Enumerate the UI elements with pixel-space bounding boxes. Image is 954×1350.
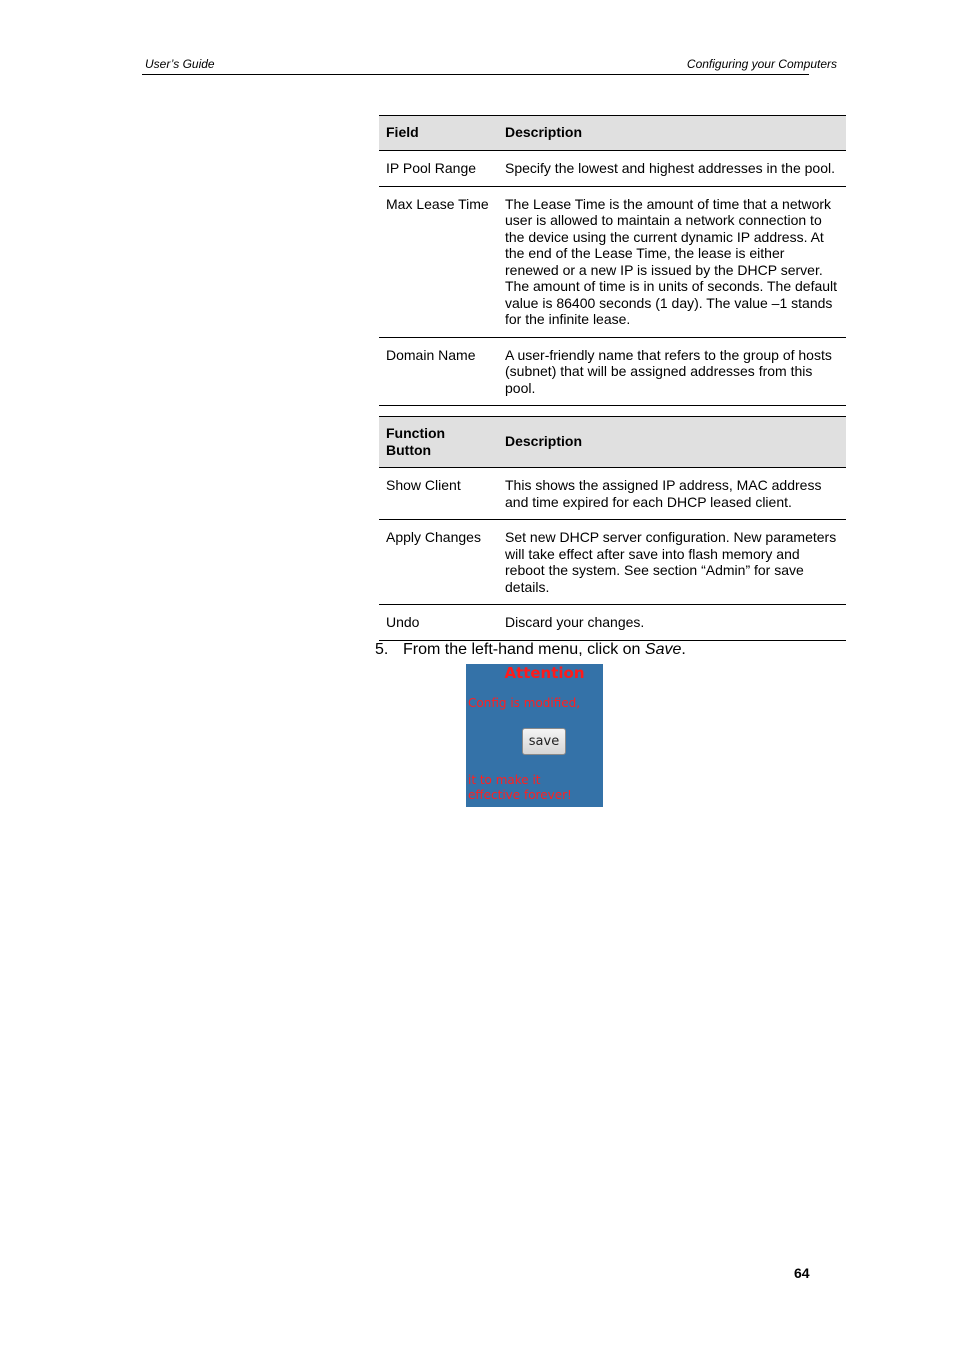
table-row <box>379 186 846 337</box>
save-button[interactable]: save <box>522 728 566 755</box>
description-cell: The Lease Time is the amount of time that a network user is allowed to maintain a network connection to the device using the current dynamic IP address. At the end of the Lease Time, the lease is either renewed or a new IP is issued by the DHCP server. The amount of time is in units of seconds. The default value is 86400 seconds (1 day). The value –1 stands for the infinite lease. <box>498 186 846 337</box>
header-rule <box>142 74 809 75</box>
table-header-row <box>379 116 846 151</box>
save-footer-line-1: it to make it <box>468 773 541 787</box>
column-header-function-button: Function Button <box>379 417 498 468</box>
description-cell: Specify the lowest and highest addresses in the pool. <box>498 151 846 187</box>
save-footer-line-2: effective forever! <box>468 788 572 802</box>
step-suffix: . <box>681 641 686 658</box>
function-button-table <box>379 416 846 641</box>
button-cell: Undo <box>379 605 498 641</box>
column-header-description: Description <box>498 116 846 151</box>
step-emphasis: Save <box>644 641 682 658</box>
button-cell: Show Client <box>379 468 498 520</box>
description-cell: This shows the assigned IP address, MAC address and time expired for each DHCP leased client. <box>498 468 846 520</box>
description-cell: Set new DHCP server configuration. New parameters will take effect after save into flash memory and reboot the system. See section “Admin” for save details. <box>498 520 846 605</box>
save-panel-screenshot <box>466 664 603 807</box>
table-row <box>379 151 846 187</box>
table-row <box>379 468 846 520</box>
header-left: User’s Guide <box>145 57 215 71</box>
description-cell: Discard your changes. <box>498 605 846 641</box>
config-modified-message: Config is modified, <box>468 696 581 710</box>
table-row <box>379 520 846 605</box>
column-header-description: Description <box>498 417 846 468</box>
field-table <box>379 115 846 406</box>
table-row <box>379 337 846 406</box>
page-number: 64 <box>794 1265 810 1281</box>
save-footer-message <box>468 773 572 803</box>
button-cell: Apply Changes <box>379 520 498 605</box>
attention-title: Attention <box>504 664 585 682</box>
step-number: 5. <box>375 641 389 658</box>
table-row <box>379 605 846 641</box>
field-cell: IP Pool Range <box>379 151 498 187</box>
field-cell: Domain Name <box>379 337 498 406</box>
field-cell: Max Lease Time <box>379 186 498 337</box>
column-header-field: Field <box>379 116 498 151</box>
step-instruction <box>375 641 686 659</box>
table-header-row <box>379 417 846 468</box>
step-text: From the left-hand menu, click on <box>403 641 645 658</box>
header-right: Configuring your Computers <box>686 57 837 71</box>
description-cell: A user-friendly name that refers to the group of hosts (subnet) that will be assigned addresses from this pool. <box>498 337 846 406</box>
